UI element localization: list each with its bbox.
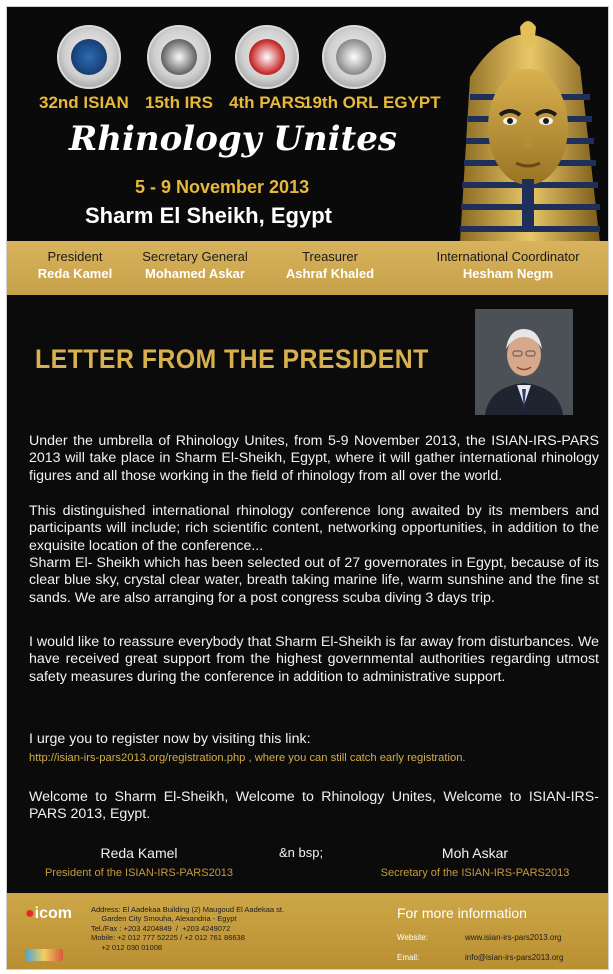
officer-name: Ashraf Khaled	[285, 266, 375, 281]
letter-paragraph: Sharm El- Sheikh which has been selected out of 27 governorates in Egypt, because of its clear blue sky, crystal clear water, breath taking marine life, warm sunshine and the fine st sands. We are also arranging for a post congress scuba diving 3 days trip.	[29, 555, 599, 606]
signature-separator: &n bsp;	[279, 845, 324, 860]
president-photo	[475, 309, 573, 415]
email-label: Email:	[397, 953, 420, 962]
website-label: Website:	[397, 933, 428, 942]
event-venue: Sharm El Sheikh, Egypt	[85, 203, 332, 228]
letter-paragraph: This distinguished international rhinology conference long awaited by its members and participants will include; rich scientific content, networking opportunities, in addition to the exquisite location of the conference...	[29, 503, 599, 554]
signature-name: Moh Askar	[441, 845, 509, 861]
officer-name: Hesham Negm	[462, 266, 554, 281]
isian-logo-icon	[57, 25, 121, 89]
letter-paragraph: Welcome to Sharm El-Sheikh, Welcome to Rhinology Unites, Welcome to ISIAN-IRS-PARS 2013, Egypt.	[29, 789, 599, 823]
irs-logo-icon	[147, 25, 211, 89]
registration-link[interactable]: http://isian-irs-pars2013.org/registration.php , where you can still catch early registration.	[29, 752, 466, 764]
letter-paragraph: I would like to reassure everybody that Sharm El-Sheikh is far away from disturbances. We have received great support from the highest governmental authorities regarding utmost safety measures during the conference in addition to administrative support.	[29, 634, 599, 685]
society-logos	[47, 25, 447, 95]
officer-role: International Coordinator	[436, 249, 580, 264]
officer-secretary-general	[131, 249, 259, 281]
letter-paragraph: Under the umbrella of Rhinology Unites, from 5-9 November 2013, the ISIAN-IRS-PARS 2013 will take place in Sharm El-Sheikh, Egypt, where it will gather international rhinology figures and all those working in the field of rhinology from all over the world.	[29, 433, 599, 484]
pharaoh-mask-image	[440, 7, 608, 241]
officer-role: President	[47, 249, 103, 264]
icom-logo: ●icom	[25, 905, 73, 922]
contact-address: Address: El Aadekaa Building (2) Maugoud El Aadekaa st. Garden City Smouha, Alexandria - Egypt Tel./Fax : +203 4204849 / +203 4249072 Mobile: +2 012 777 52225 / +2 012 761 86638 +2 012 030 01008	[91, 905, 285, 952]
letter-paragraph: I urge you to register now by visiting this link:	[29, 731, 311, 747]
org-isian: 32nd ISIAN	[39, 93, 129, 112]
signature-president	[27, 845, 251, 879]
officer-international-coordinator	[423, 249, 593, 281]
officer-name: Reda Kamel	[37, 266, 113, 281]
officers-band	[7, 241, 608, 295]
footer	[7, 893, 608, 969]
officer-role: Treasurer	[302, 249, 358, 264]
event-dates: 5 - 9 November 2013	[135, 177, 310, 197]
more-info-heading: For more information	[397, 905, 527, 921]
letter-heading: LETTER FROM THE PRESIDENT	[35, 344, 429, 374]
partner-logo-icon	[25, 949, 63, 961]
officer-president	[33, 249, 117, 281]
officer-treasurer	[275, 249, 385, 281]
header	[7, 7, 608, 241]
officer-role: Secretary General	[142, 249, 248, 264]
org-irs: 15th IRS	[145, 93, 214, 112]
website-link[interactable]: www.isian-irs-pars2013.org	[465, 933, 562, 942]
pars-logo-icon	[235, 25, 299, 89]
officer-name: Mohamed Askar	[145, 266, 245, 281]
signature-secretary	[363, 845, 587, 879]
org-pars: 4th PARS	[229, 93, 306, 112]
email-link[interactable]: info@isian-irs-pars2013.org	[465, 953, 564, 962]
event-title: Rhinology Unites	[69, 119, 398, 159]
signature-name: Reda Kamel	[100, 845, 178, 861]
icom-logo-text: icom	[34, 905, 73, 922]
signature-title: President of the ISIAN-IRS-PARS2013	[44, 867, 234, 879]
signature-title: Secretary of the ISIAN-IRS-PARS2013	[380, 867, 570, 879]
poster	[6, 6, 609, 970]
orl-egypt-logo-icon	[322, 25, 386, 89]
org-orl-egypt: 19th ORL EGYPT	[303, 93, 441, 112]
